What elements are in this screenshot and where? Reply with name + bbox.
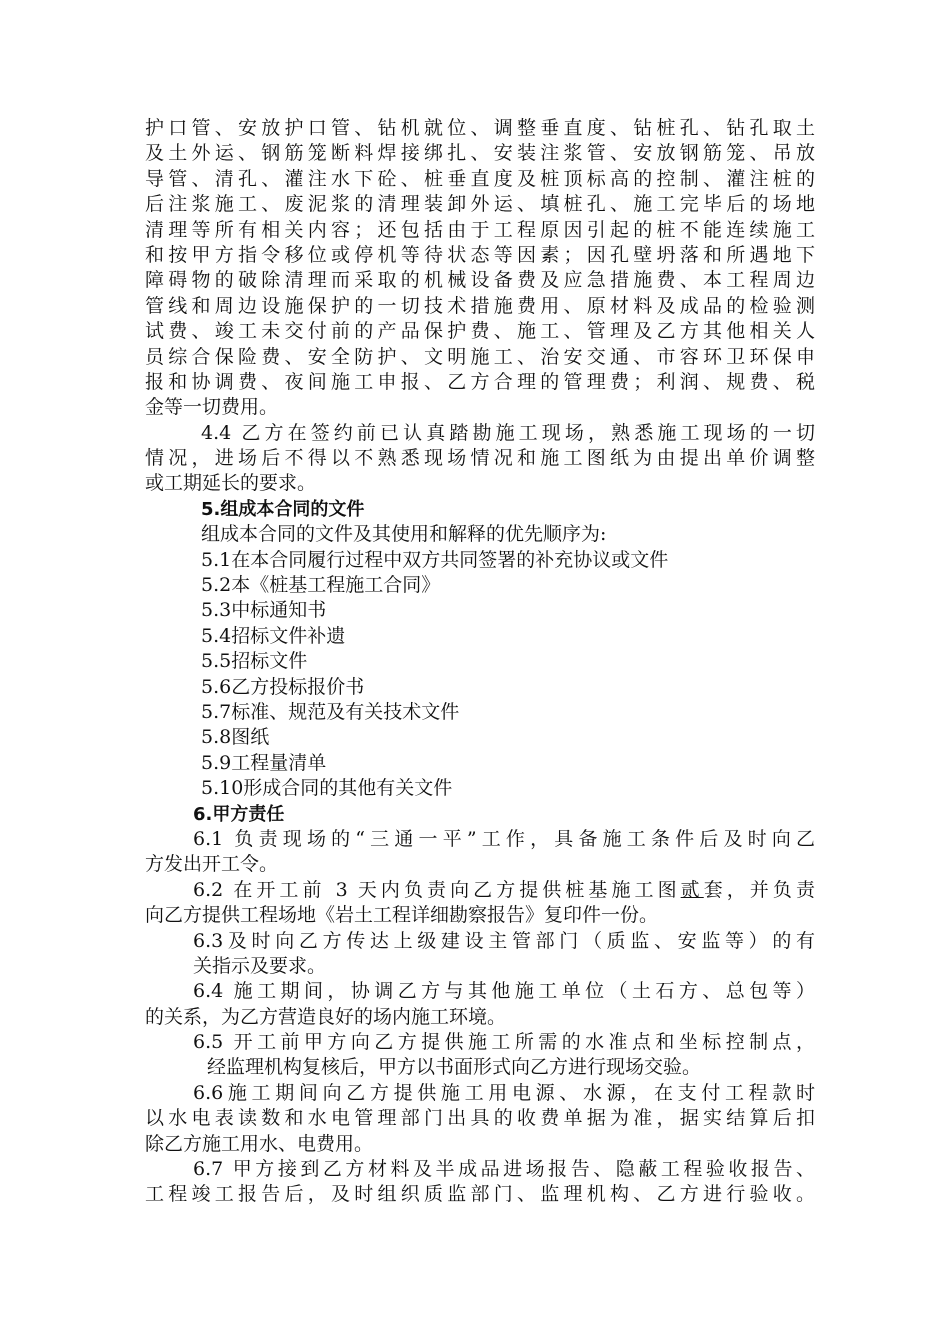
scope-line-9: 试费、竣工未交付前的产品保护费、施工、管理及乙方其他相关人: [145, 320, 815, 343]
clause-6-4-line-1: 6.4 施工期间，协调乙方与其他施工单位（土石方、总包等）: [193, 980, 815, 1003]
scope-line-6: 和按甲方指令移位或停机等待状态等因素；因孔壁坍落和所遇地下: [145, 243, 815, 266]
clause-6-6-line-3: 除乙方施工用水、电费用。: [145, 1132, 374, 1155]
clause-4-4-line-2: 情况，进场后不得以不熟悉现场情况和施工图纸为由提出单价调整: [145, 447, 815, 470]
clause-6-2-line-1: [145, 878, 815, 903]
section-5-heading: 5.组成本合同的文件: [201, 498, 365, 520]
clause-6-3-line-2: 关指示及要求。: [193, 954, 327, 977]
clause-6-5-line-1: 6.5 开工前甲方向乙方提供施工所需的水准点和坐标控制点，: [193, 1031, 815, 1054]
clause-6-2-text-b: 套，并负责: [703, 878, 815, 901]
scope-line-10: 员综合保险费、安全防护、文明施工、治安交通、市容环卫环保申: [145, 345, 815, 368]
scope-line-8: 管线和周边设施保护的一切技术措施费用、原材料及成品的检验测: [145, 294, 815, 317]
section-5-item: 5.8图纸: [201, 726, 270, 749]
section-5-item: 5.4招标文件补遗: [201, 624, 346, 647]
clause-6-7-line-2: 工程竣工报告后，及时组织质监部门、监理机构、乙方进行验收。: [145, 1183, 815, 1206]
section-5-item: 5.2本《桩基工程施工合同》: [201, 574, 441, 597]
clause-6-2-text-a: 6.2 在开工前 3 天内负责向乙方提供桩基施工图: [193, 878, 681, 901]
clause-4-4-line-1: 4.4 乙方在签约前已认真踏勘施工现场，熟悉施工现场的一切: [201, 421, 815, 444]
scope-line-4: 后注浆施工、废泥浆的清理装卸外运、填桩孔、施工完毕后的场地: [145, 193, 815, 216]
clause-6-6-line-1: 6.6施工期间向乙方提供施工用电源、水源，在支付工程款时: [193, 1081, 815, 1104]
section-5-item: 5.5招标文件: [201, 650, 308, 673]
scope-line-11: 报和协调费、夜间施工申报、乙方合理的管理费；利润、规费、税: [145, 370, 815, 393]
scope-line-3: 导管、清孔、灌注水下砼、桩垂直度及桩顶标高的控制、灌注桩的: [145, 167, 815, 190]
section-5-item: 5.7标准、规范及有关技术文件: [201, 700, 460, 723]
scope-line-1: 护口管、安放护口管、钻机就位、调整垂直度、钻桩孔、钻孔取土: [145, 117, 815, 139]
clause-4-4-line-3: 或工期延长的要求。: [145, 472, 317, 495]
section-5-intro: 组成本合同的文件及其使用和解释的优先顺序为:: [201, 523, 607, 546]
scope-line-7: 障碍物的破除清理而采取的机械设备费及应急措施费、本工程周边: [145, 269, 815, 292]
clause-6-5-line-2: 经监理机构复核后，甲方以书面形式向乙方进行现场交验。: [207, 1056, 702, 1079]
clause-6-6-line-2: 以水电表读数和水电管理部门出具的收费单据为准，据实结算后扣: [145, 1107, 815, 1130]
clause-6-7-line-1: 6.7 甲方接到乙方材料及半成品进场报告、隐蔽工程验收报告、: [193, 1158, 815, 1181]
section-5-item: 5.10形成合同的其他有关文件: [201, 777, 453, 800]
clause-6-1-line-1: 6.1 负责现场的“三通一平”工作，具备施工条件后及时向乙: [193, 827, 815, 850]
section-6-heading: 6.甲方责任: [193, 803, 285, 825]
clause-6-1-line-2: 方发出开工令。: [145, 853, 279, 876]
section-5-item: 5.6乙方投标报价书: [201, 675, 365, 698]
contract-text: [145, 116, 815, 1208]
clause-6-2-line-2: 向乙方提供工程场地《岩土工程详细勘察报告》复印件一份。: [145, 904, 659, 927]
copies-count: 贰: [680, 878, 704, 901]
clause-6-4-line-2: 的关系，为乙方营造良好的场内施工环境。: [145, 1005, 507, 1028]
section-5-item: 5.3中标通知书: [201, 599, 327, 622]
clause-6-3-line-1: 6.3及时向乙方传达上级建设主管部门（质监、安监等）的有: [193, 929, 815, 952]
section-5-item: 5.9工程量清单: [201, 751, 327, 774]
scope-line-5: 清理等所有相关内容；还包括由于工程原因引起的桩不能连续施工: [145, 218, 815, 241]
scope-line-2: 及土外运、钢筋笼断料焊接绑扎、安装注浆管、安放钢筋笼、吊放: [145, 142, 815, 165]
scope-line-12: 金等一切费用。: [145, 396, 279, 419]
section-5-item: 5.1在本合同履行过程中双方共同签署的补充协议或文件: [201, 548, 669, 571]
